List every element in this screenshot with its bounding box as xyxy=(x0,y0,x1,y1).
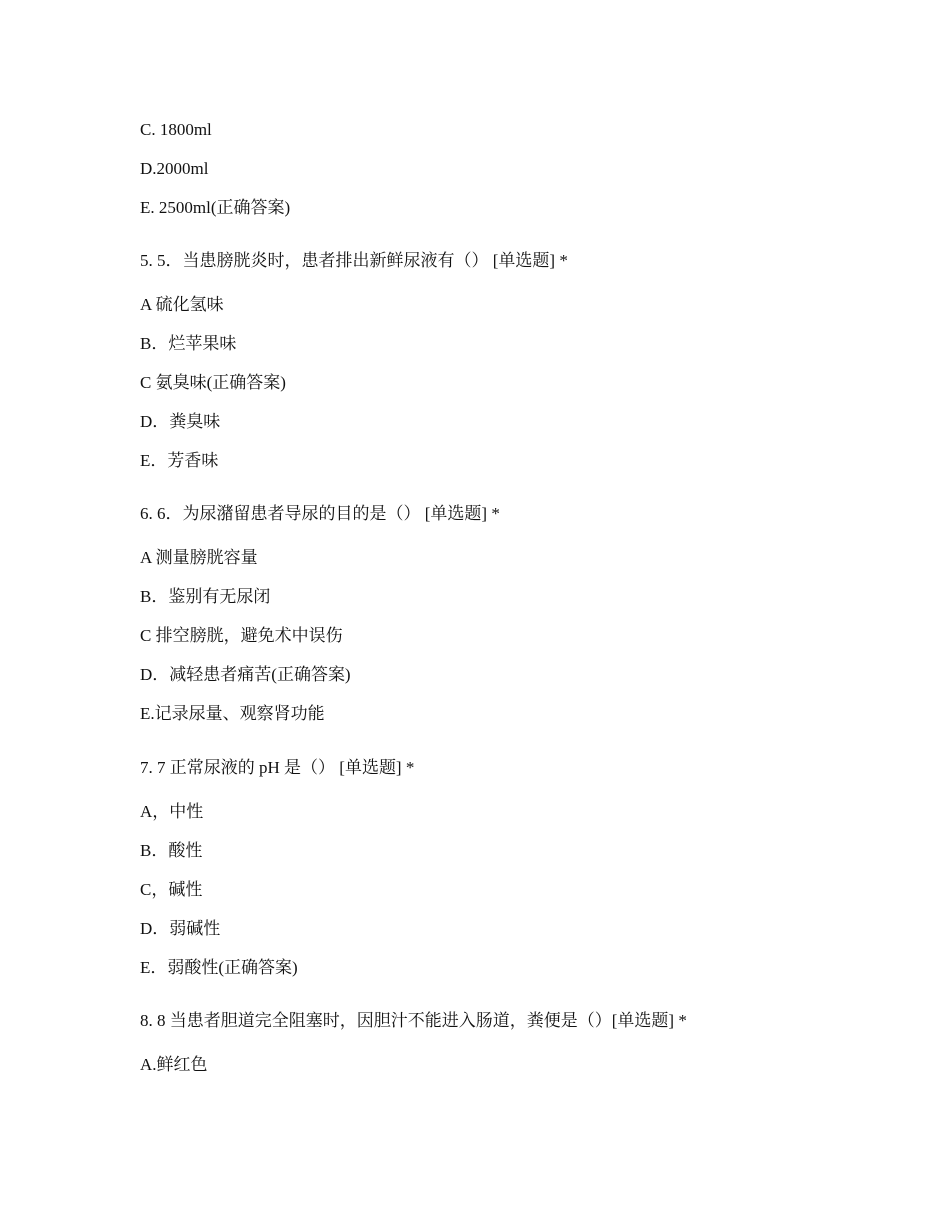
option-line: C 氨臭味(正确答案) xyxy=(140,373,286,392)
option-line: C，碱性 xyxy=(140,880,203,899)
option-line: E.记录尿量、观察肾功能 xyxy=(140,704,325,723)
option-line: A 硫化氢味 xyxy=(140,295,224,314)
option-line: D．粪臭味 xyxy=(140,412,221,431)
option-line: D．减轻患者痛苦(正确答案) xyxy=(140,665,351,684)
question-line: 7. 7 正常尿液的 pH 是（） [单选题] * xyxy=(140,758,415,777)
option-line: E. 2500ml(正确答案) xyxy=(140,198,291,217)
question-line: 5. 5．当患膀胱炎时，患者排出新鲜尿液有（） [单选题] * xyxy=(140,251,568,270)
option-line: D.2000ml xyxy=(140,159,209,178)
option-line: D．弱碱性 xyxy=(140,919,221,938)
option-line: C 排空膀胱，避免术中误伤 xyxy=(140,626,343,645)
option-line: A.鲜红色 xyxy=(140,1055,208,1074)
option-line: A，中性 xyxy=(140,802,204,821)
option-line: C. 1800ml xyxy=(140,120,212,139)
question-line: 8. 8 当患者胆道完全阻塞时，因胆汁不能进入肠道，粪便是（）[单选题] * xyxy=(140,1011,687,1030)
option-line: A 测量膀胱容量 xyxy=(140,548,258,567)
option-line: E．弱酸性(正确答案) xyxy=(140,958,298,977)
question-line: 6. 6．为尿潴留患者导尿的目的是（） [单选题] * xyxy=(140,504,500,523)
option-line: B．烂苹果味 xyxy=(140,334,237,353)
option-line: B．酸性 xyxy=(140,841,203,860)
option-line: B．鉴别有无尿闭 xyxy=(140,587,271,606)
option-line: E．芳香味 xyxy=(140,451,219,470)
